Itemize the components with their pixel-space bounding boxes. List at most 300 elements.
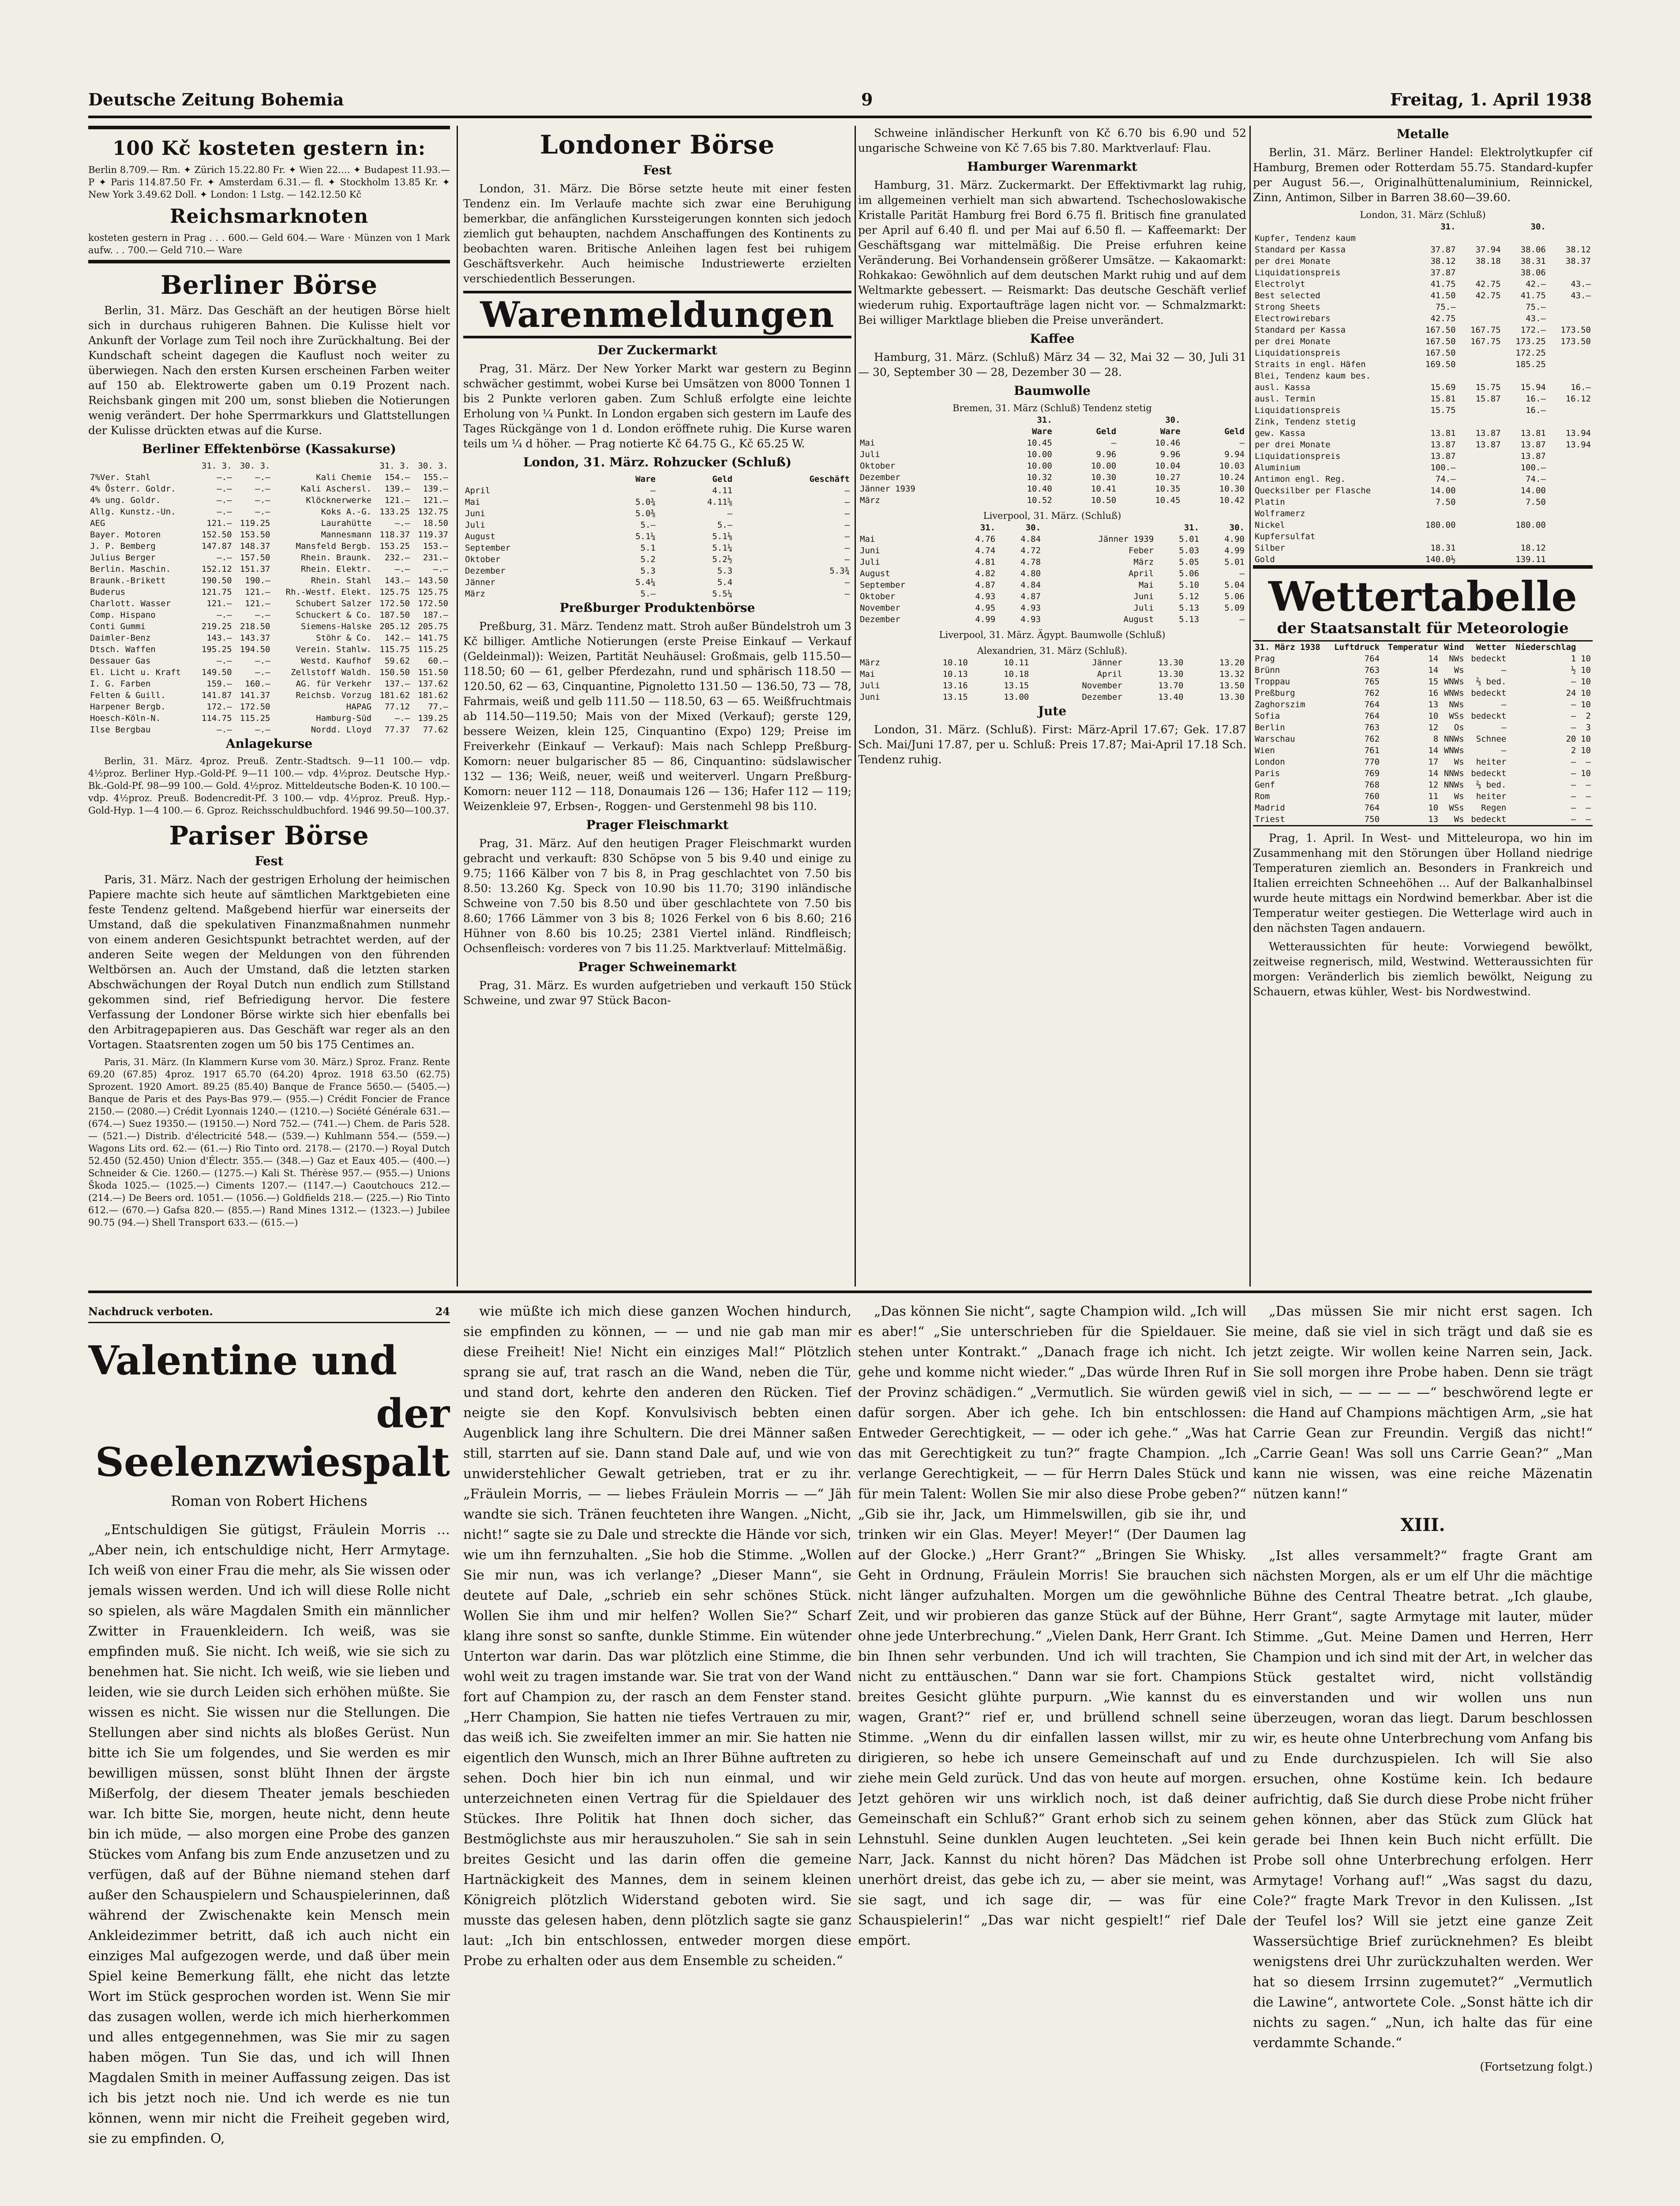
table-cell: 167.50 [1425,337,1456,346]
table-cell: Liquidationspreis [1255,405,1341,415]
section-rule [88,1291,1592,1293]
table-cell: Os [1454,723,1464,732]
table-cell: 13.20 [1219,658,1245,668]
table-cell: Feber [1128,546,1154,555]
weather-row [1253,722,1593,733]
cotton-row [858,449,1246,460]
table-cell: ⅔ bed. [1476,677,1507,687]
kaffee-title: Kaffee [1030,331,1075,346]
table-cell: 30. 3. [418,461,448,471]
table-cell: März [465,589,485,599]
table-cell: 14 [1428,746,1439,755]
table-cell: Mannesmann [321,530,372,540]
table-cell: 137.— [384,679,410,689]
metal-row [1253,462,1593,473]
novel-text-5: „Ist alles versammelt?“ fragte Grant am nächsten Morgen, als er um elf Uhr die mächtige Bühne des Central Theatre betrat. „Ich glaube, Herr Grant“, sagte Armytage mit lauter, müder Stimme. „Gut. Meine Damen und Herren, Herr Champion und ich sind mit der Art, in welcher das Stück gestaltet wird, nicht vollständig einverstanden und wir wollen uns nun überzeugen, woran das liegt. Darum beschlossen wir, es heute ohne Unterbrechung vom Anfang bis zu Ende durchzuspielen. Ich will Sie also ersuchen, ohne Kostüme kein. Ich bedaure aufrichtig, daß Sie durch diese Probe nicht früher gehen können, aber das Stück zum Glück hat gerade bei Ihnen kein Buch nicht erfüllt. Die Probe soll ohne Unterbrechung erfolgen. Herr Armytage! Vorhang auf!“ „Was sagst du dazu, Cole?“ fragte Mark Trevor in den Kulissen. „Ist der Teufel los? Will sie jetzt eine ganze Zeit Wassersüchtige Brief zurücknehmen? Es bleibt wenigstens drei Uhr zurückzuhalten werden. Wer hat so diesem Irrsinn zugemutet?“ „Vermutlich die Lawine“, antwortete Cole. „Sonst hätte ich dir nichts zu sagen.“ „Nun, ich halte das für eine verdammte Schande.“ [1253,1548,1593,2051]
table-cell: Jänner 1939 [1098,534,1154,544]
table-cell: 764 [1364,711,1380,721]
table-cell: 141.87 [201,690,232,700]
finance-column-1 [88,126,450,1287]
table-cell: —.— [394,713,410,723]
paris-exchange-title: Pariser Börse [169,821,369,851]
table-cell: 13.94 [1565,428,1591,438]
table-cell: 7.50 [1435,497,1456,507]
table-cell: Mai [465,497,480,507]
table-cell: 139.11 [1515,555,1546,564]
berlin-exchange-title: Berliner Börse [160,270,378,300]
table-cell: Juli [860,557,880,567]
table-cell: 150.50 [379,668,410,677]
masthead-page-number: 9 [861,89,873,109]
table-cell: 764 [1364,803,1380,813]
zuckermarkt-title: Der Zuckermarkt [597,343,717,357]
table-cell: 172.— [206,702,232,712]
table-cell: Allg. Kunstz.-Un. [90,507,176,517]
schweinemarkt-report: Prag, 31. März. Es wurden aufgetrieben und verkauft 150 Stück Schweine, und zwar 97 Stück Bacon- [463,979,851,1007]
liverpool-title: Liverpool, 31. März. (Schluß) [983,510,1121,521]
table-cell [1548,301,1593,313]
table-cell: 15 [1428,677,1439,687]
table-cell: —.— [255,484,270,494]
table-cell: 187.— [423,610,448,620]
metal-row [1253,347,1593,359]
metal-row [1253,301,1593,313]
table-cell: 4.82 [975,569,996,578]
table-cell: —.— [255,610,270,620]
stock-row [88,598,450,609]
table-cell: 195.25 [201,645,232,654]
table-cell: bedeckt [1471,814,1507,824]
table-cell: 5.13 [1179,603,1200,613]
table-cell: März [860,495,880,505]
table-cell: Standard per Kassa [1255,325,1346,335]
table-cell: Juni [860,546,880,555]
novel-column-4 [1253,1302,1593,2206]
table-cell: 13.87 [1520,440,1546,450]
table-cell: —.— [217,725,232,735]
anleihe-text: Berlin, 31. März. 4proz. Preuß. Zentr.-Stadtsch. 9—11 100.— vdp. 4½proz. Berliner Hyp.-Gold-Pf. 9—11 100.— vdp. 4½proz. Deutsche Hyp.-Bk.-Gold-Pf. 98—99 100.— Gold. 4½proz. Mitteldeutsche Boden-K. 10 100.— vdp. 4½proz. Preuß. Bodencredit-Pf. 3 100.— vdp. 4½proz. Preuß. Hyp.-Gold-Hyp. 1—4 100.— 6. Gproz. Reichsschuldbuchford. 1946 99.50—100.37. [88,756,450,816]
table-cell: 10.41 [1091,484,1117,494]
table-header-cell [858,426,990,437]
table-header-cell [1458,221,1503,233]
metal-row [1253,508,1593,519]
table-header-cell: Geld [712,474,733,484]
table-cell: 38.12 [1565,245,1591,255]
table-cell: 59.62 [384,656,410,666]
table-cell: 137.62 [418,679,448,689]
table-cell: 13.94 [1565,440,1591,450]
table-cell: 10.00 [1027,450,1052,459]
table-cell [1548,313,1593,324]
table-cell: — [1501,700,1507,709]
metal-row [1253,519,1593,531]
table-header-cell [1548,221,1593,233]
table-cell: 30. 3. [240,461,270,471]
table-cell: 152.50 [201,530,232,540]
metal-row [1253,496,1593,508]
table-cell: — [1571,711,1576,721]
table-cell: — [1239,438,1245,448]
table-cell: 10.04 [1155,461,1181,471]
exchange-rates-text: Berlin 8.709.— Rm. ✦ Zürich 15.22.80 Fr. ✦ Wien 22.… ✦ Budapest 11.93.— P ✦ Paris 114.87.50 Fr. ✦ Amsterdam 6.31.— fl. ✦ Stockholm 13.85 Kr. ✦ New York 3.49.62 Doll. ✦ London: 1 Lstg. — 142.12.50 Kč [88,165,450,200]
table-cell: 190.— [245,576,270,585]
table-cell: 153.— [423,541,448,551]
table-cell: 5.01 [1224,557,1245,567]
table-cell: — [1571,757,1576,767]
table-cell: WSs [1449,711,1464,721]
bremen-table [858,414,1246,506]
table-cell: Ilse Bergbau [90,725,151,735]
table-cell: 5.— [717,520,733,530]
table-cell: Standard per Kassa [1255,245,1346,255]
stock-row [88,506,450,518]
table-cell: heiter [1476,792,1507,801]
cotton-row [858,602,1246,614]
table-cell: 14.00 [1430,486,1456,495]
fleischmarkt-title: Prager Fleischmarkt [586,818,729,832]
table-cell: 4.87 [1020,592,1041,601]
table-cell: —.— [217,484,232,494]
table-cell: 14 [1428,654,1439,664]
table-cell: 2 [1586,711,1591,721]
metal-row [1253,382,1593,393]
table-cell: — [844,589,850,599]
cotton-row [858,568,1246,579]
table-cell: — [1239,615,1245,624]
stock-row [88,540,450,552]
table-cell: 18.50 [423,518,448,528]
table-cell: 121.— [245,599,270,608]
table-cell: Dezember [465,566,506,576]
stock-row [88,586,450,598]
table-cell: ausl. Termin [1255,394,1316,404]
table-cell: 18.31 [1430,543,1456,553]
table-cell: Stöhr & Co. [316,633,372,643]
table-cell: Hamburg-Süd [316,713,372,723]
novel-text-2: wie müßte ich mich diese ganzen Wochen hindurch, sie empfinden zu können, — — und nie gab man mir diese Freiheit! Nie! Nicht ein einziges Mal!“ Plötzlich sprang sie auf, trat rasch an die Wand, neben die Tür, und stand dort, kehrte den anderen den Rücken. Tief neigte sie den Kopf. Konvulsivisch bebten einen Augenblick lang ihre Schultern. Die drei Männer saßen still, starrten auf sie. Dann stand Dale auf, und wie von unwiderstehlicher Gewalt getrieben, trat er zu ihr. „Fräulein Morris, — — liebes Fräulein Morris — —“ Jäh wandte sie sich. Tränen feuchteten ihre Wangen. „Nicht, nicht!“ sagte sie zu Dale und streckte die Hände vor sich, wie um ihn fernzuhalten. „Sie hob die Stimme. „Wollen Sie mir nun, was ich verlange? „Dieser Mann“, sie deutete auf Dale, „schrieb ein sehr schönes Stück. Wollen Sie ihm und mir helfen? Wollen Sie?“ Scharf klang ihre sonst so sanfte, dunkle Stimme. Ein wütender Unterton war darin. Das war plötzlich eine Stimme, die wohl weit zu tragen imstande war. Sie trat von der Wand fort auf Champion zu, der rasch an dem Fenster stand. „Herr Champion, Sie hatten nie tiefes Vertrauen zu mir, das weiß ich. Sie zweifelten immer an mir. Sie hatten nie eigentlich den Wunsch, mich an Ihrer Bühne auftreten zu sehen. Doch hier bin ich nun einmal, und wir unterzeichneten einen Vertrag für die Spieldauer des Stückes. Ihre Politik hat Ihnen doch sicher, das Bestmöglichste aus mir herauszuholen.“ Sie sah in sein breites Gesicht und las darin offen die gemeine Hartnäckigkeit des Mannes, dem in seinem kleinen Königreich plötzlich Widerstand geboten wird. Sie musste das gelesen haben, denn plötzlich sagte sie ganz laut: „Ich bin entschlossen, entweder morgen diese Probe zu erhalten oder aus dem Ensemble zu scheiden.“ [463,1304,851,1969]
metal-row [1253,255,1593,267]
table-cell: 10.10 [942,658,968,668]
table-cell: Prag [1255,654,1275,664]
table-cell: 172.50 [240,702,270,712]
table-cell: 4.72 [1020,546,1041,555]
stock-row [88,713,450,724]
table-cell: Rhein. Stahl [311,576,372,585]
table-cell: WNWs [1444,677,1464,687]
table-cell: 41.75 [1520,291,1546,300]
table-cell: 763 [1364,723,1380,732]
table-cell: 13.81 [1520,428,1546,438]
table-cell: 4.84 [1020,580,1041,590]
metal-row [1253,439,1593,450]
table-cell: NWs [1449,654,1464,664]
table-cell: NWs [1449,700,1464,709]
table-cell: 4.76 [975,534,996,544]
table-cell: Wolframerz [1255,509,1305,518]
table-cell: April [1128,569,1154,578]
metal-row [1253,324,1593,336]
table-cell: Schuckert & Co. [296,610,372,620]
table-cell: 8 [1433,734,1439,744]
metal-row [1253,244,1593,255]
table-cell: 15.94 [1520,383,1546,392]
table-cell: —.— [255,725,270,735]
table-cell [1548,416,1593,428]
weather-row [1253,664,1593,676]
table-cell: Madrid [1255,803,1285,813]
table-cell: London [1255,757,1285,767]
table-header-cell: Ware [1032,427,1052,436]
table-cell: 13.00 [1004,692,1029,702]
table-cell [1548,508,1593,519]
table-cell: 5.01 [1179,534,1200,544]
table-cell: AEG [90,518,105,528]
table-header-cell [1253,221,1412,233]
table-cell: 10.27 [1155,473,1181,482]
weather-table-subtitle: der Staatsanstalt für Meteorologie [1277,619,1569,637]
table-cell: 143.50 [418,576,448,585]
table-cell: Juli [1133,603,1154,613]
table-cell: 10 [1428,803,1439,813]
novel-author: Roman von Robert Hichens [171,1493,368,1509]
table-cell: Jänner 1939 [860,484,915,494]
table-cell: Straits in engl. Häfen [1255,360,1366,369]
table-cell: 16.12 [1565,394,1591,404]
table-cell: Antimon engl. Reg. [1255,474,1346,484]
table-cell: 75.— [1526,302,1546,312]
table-cell: 13.15 [942,692,968,702]
london-metal-table [1253,221,1593,565]
table-cell: Juni [465,509,485,518]
novel-text-3: „Das können Sie nicht“, sagte Champion wild. „Ich will es aber!“ „Sie unterschrieben für die Spieldauer. Sie stehen unter Kontrakt.“ „Danach frage ich nicht. Ich gehe und komme nicht wieder.“ „Das würde Ihren Ruf in der Provinz schädigen.“ „Vermutlich. Sie würden gewiß dafür sorgen. Aber ich gehe. Ich bin entschlossen: Entweder Gerechtigkeit, — — oder ich gehe.“ „Was hat das mit Gerechtigkeit zu tun?“ fragte Champion. „Ich verlange Gerechtigkeit, — — für Herrn Dales Stück und für mein Talent: Wollen Sie mir also diese Probe geben?“ „Gib sie ihr, Jack, um Himmelswillen, gib sie ihr, und trinken wir ein Glas. Meyer! Meyer!“ (Der Daumen lag auf der Glocke.) „Herr Grant?“ „Bringen Sie Whisky. Geht in Ordnung, Fräulein Morris! Sie brauchen sich nicht länger aufzuhalten. Morgen um die gewöhnliche Zeit, und wir probieren das ganze Stück auf der Bühne, ohne jede Unterbrechung.“ „Vielen Dank, Herr Grant. Ich bin Ihnen sehr verbunden. Und ich will trachten, Sie nicht zu enttäuschen.“ Dann war sie fort. Champions breites Gesicht glühte purpurn. „Wie kannst du es wagen, Grant?“ rief er, und brüllend schnell seine Stimme. „Wenn du dir einfallen lassen willst, mir zu dirigieren, so hebe ich unsere Gemeinschaft auf und ziehe mein Geld zurück. Und das von heute auf morgen. Jetzt gehören wir uns wirklich noch, ist daß deiner Gemeinschaft ein Schluß?“ Grant erhob sich zu seinem Lehnstuhl. Seine dunklen Augen leuchteten. „Sei kein Narr, Jack. Kannst du nicht hören? Das Mädchen ist unerhört dreist, das gebe ich zu, — aber sie meint, was sie sagt, und ich sage dir, — was für eine Schauspielerin!“ „Das war nicht gespielt!“ rief Dale empört. [858,1304,1246,1948]
table-cell: 10.35 [1155,484,1181,494]
table-cell: 5.— [640,520,656,530]
table-cell: 4% ung. Goldr. [90,495,161,505]
table-cell: 13.30 [1219,692,1245,702]
table-cell: 42.— [1526,279,1546,289]
table-cell: —.— [433,564,448,574]
paris-quotes: Paris, 31. März. (In Klammern Kurse vom 30. März.) Sproz. Franz. Rente 69.20 (67.85) 4proz. 1917 65.70 (64.20) 4proz. 1918 63.50 (62.75) Sprozent. 1920 Amort. 89.25 (85.40) Banque de France 5650.— (5405.—) Banque de Paris et des Pays-Bas 979.— (955.—) Crédit Foncier de France 2150.— (2080.—) Crédit Lyonnais 1240.— (1210.—) Société Générale 631.— (674.—) Suez 19350.— (19150.—) Nord 752.— (741.—) Chem. de Paris 528.— (521.—) Distrib. d'électricité 548.— (539.—) Kuhlmann 554.— (559.—) Wagons Lits ord. 62.— (61.—) Rio Tinto ord. 2178.— (2170.—) Royal Dutch 52.450 (52.450) Union d'Électr. 355.— (348.—) Gaz et Eaux 405.— (400.—) Schneider & Cie. 1260.— (1275.—) Kali St. Thérèse 957.— (955.—) Unions Škoda 1025.— (1025.—) Ciments 1207.— (1147.—) Caoutchoucs 212.— (214.—) De Beers ord. 1051.— (1056.—) Goldfields 218.— (225.—) Rio Tinto 612.— (670.—) Gafsa 820.— (855.—) Rand Mines 1312.— (1323.—) Jubilee 90.75 (94.—) Shell Transport 633.— (615.—) [88,1057,450,1228]
table-cell: 16.— [1526,394,1546,404]
weather-table-title: Wettertabelle [1253,565,1593,621]
table-cell: 20 [1566,734,1576,744]
table-cell: 4.78 [1020,557,1041,567]
table-cell: 218.50 [240,622,270,631]
table-cell: 7.50 [1526,497,1546,507]
table-cell: 18.12 [1520,543,1546,553]
cotton-row [858,460,1246,472]
table-cell: 74.— [1526,474,1546,484]
table-cell: 125.75 [418,587,448,597]
table-cell: per drei Monate [1255,440,1331,450]
table-cell [1412,370,1457,382]
table-cell: Strong Sheets [1255,302,1320,312]
table-cell: 4.93 [975,592,996,601]
weather-forecast: Wetteraussichten für heute: Vorwiegend bewölkt, zeitweise regnerisch, mild, Westwind. Wetteraussichten für morgen: Veränderlich bis ziemlich bewölkt, Neigung zu Schauern, etwas kühler, West- bis Nordwestwind. [1253,940,1593,998]
table-cell [1458,347,1503,359]
novel-text-1: „Entschuldigen Sie gütigst, Fräulein Morris … „Aber nein, ich entschuldige nicht, Herr Armytage. Ich weiß von einer Frau die mehr, als Sie wissen oder jemals wissen werden. Und ich will diese Rolle nicht so spielen, als wäre Magdalen Smith ein männlicher Zwitter in Frauenkleidern. Ich weiß, was sie empfinden muß. Sie nicht. Ich weiß, wie sie sich zu benehmen hat. Sie nicht. Ich weiß, wie sie lieben und leiden, wie sie durch Leiden sich erhöhen müßte. Sie wissen es nicht. Sie wissen nur die Stellungen. Die Stellungen aber sind nichts als bloßes Gerüst. Nun bitte ich Sie um folgendes, und Sie werden es mir bewilligen müssen, sonst blüht Ihnen der ärgste Mißerfolg, der diesem Theater jemals beschieden war. Ich bitte Sie, morgen, heute nicht, denn heute bin ich müde, — also morgen eine Probe des ganzen Stückes vom Anfang bis zum Ende anzusetzen und zu verfügen, daß auf der Bühne niemand stehen darf außer den Schauspielern und Schauspielerinnen, daß während der Zwischenakte kein Mensch mein Ankleidezimmer betritt, daß ich auch nicht ein einziges Mal aufgezogen werde, und daß über mein Spiel keine Bemerkung fällt, ehe nicht das letzte Wort im Stück gesprochen worden ist. Wenn Sie mir das zusagen wollen, werde ich mich hierherkommen und alles entgegennehmen, was Sie mir zu sagen haben mögen. Tun Sie das, und ich will Ihnen Magdalen Smith in meiner Auffassung zeigen. Das ist ich bis jetzt noch nie. Und ich werde es nie tun können, wenn mir nicht die Freiheit gegeben wird, sie zu empfinden. O, [88,1522,450,2146]
table-cell: 100.— [1520,463,1546,473]
table-cell: 190.50 [201,576,232,585]
table-cell: 172.25 [1515,348,1546,358]
table-cell: 100.— [1430,463,1456,473]
sugar-row [463,496,851,508]
table-cell: —.— [217,610,232,620]
table-cell: Liquidationspreis [1255,268,1341,278]
cotton-row [858,691,1246,703]
table-cell: 173.25 [1515,337,1546,346]
table-cell: 13.87 [1475,428,1501,438]
table-cell: 10.30 [1091,473,1117,482]
table-header-cell: 30. [1165,415,1181,425]
cotton-row [858,614,1246,625]
table-cell: Bayer. Motoren [90,530,161,540]
table-cell: April [465,486,491,495]
table-cell: 43.— [1526,314,1546,323]
hamburg-market-report: Hamburg, 31. März. Zuckermarkt. Der Effektivmarkt lag ruhig, im allgemeinen verhielt man sich abwartend. Tschechoslowakische Kristalle Parität Hamburg frei Bord 6.75 fl. Britisch fine granulated per April auf 6.40 fl. und per Mai auf 6.50 fl. — Kaffeemarkt: Der Geschäftsgang war mittelmäßig. Die Preise erfuhren keine Veränderung. Bei Vorhandensein größerer Umsätze. — Kakaomarkt: Rohkakao: Gewöhnlich auf dem deutschen Markt ruhig und auf dem Weltmarkte gebessert. — Reismarkt: Das deutsche Geschäft verlief wiederum ruhig. Exportaufträge lagen nicht vor. — Schmalzmarkt: Bei williger Marktlage blieben die Preise unverändert. [858,179,1246,326]
hamburg-market-title: Hamburger Warenmarkt [967,159,1137,174]
table-cell: — [1571,700,1576,709]
table-cell [1458,542,1503,554]
table-cell: Dezember [1082,692,1122,702]
table-cell: Ws [1454,757,1464,767]
table-cell [1503,531,1548,542]
table-cell: — [727,509,733,518]
table-cell: 10 [1581,665,1591,675]
table-cell: 10 [1581,688,1591,698]
table-cell: 232.— [384,553,410,563]
table-header-cell [1054,414,1118,426]
table-cell: 77.— [428,702,448,712]
table-cell: 181.62 [379,690,410,700]
table-cell: 139.— [384,484,410,494]
table-cell: Liquidationspreis [1255,451,1341,461]
table-cell: 10.11 [1004,658,1029,668]
table-cell: 7%Ver. Stahl [90,473,151,482]
stock-row [88,609,450,621]
table-cell: 37.87 [1430,245,1456,255]
table-cell: Schnee [1476,734,1507,744]
table-cell: Rom [1255,792,1270,801]
table-cell: Berlin [1255,723,1285,732]
table-cell: 172.50 [418,599,448,608]
table-cell: 151.37 [240,564,270,574]
table-cell [1458,267,1503,278]
table-cell: 119.25 [240,518,270,528]
table-cell: 10 [1581,746,1591,755]
table-cell: 769 [1364,769,1380,778]
london-sugar-title: London, 31. März. Rohzucker (Schluß) [523,455,792,469]
table-cell: 4.11⅝ [707,497,733,507]
table-cell [1548,554,1593,565]
table-cell: 10 [1581,769,1591,778]
table-cell: 4.74 [975,546,996,555]
table-cell: März [860,658,880,668]
table-cell: — [1571,723,1576,732]
weather-row [1253,745,1593,756]
table-cell: 74.— [1435,474,1456,484]
table-cell: — [1501,665,1507,675]
table-cell: 4.93 [1020,603,1041,613]
table-cell: 172.50 [379,599,410,608]
table-cell: 4.95 [975,603,996,613]
table-cell: — [844,555,850,564]
pressburg-title: Preßburger Produktenbörse [559,600,755,615]
table-cell: 139.25 [418,713,448,723]
novel-column-1 [88,1302,450,2206]
table-cell: 38.18 [1475,256,1501,266]
table-cell: 154.— [384,473,410,482]
table-cell: 13 [1428,814,1439,824]
table-cell: Dezember [860,473,900,482]
table-cell: — [1586,803,1591,813]
table-cell: 142.— [384,633,410,643]
table-cell: — [1571,803,1576,813]
table-header-cell: 30. [1025,523,1041,533]
finance-column-2 [463,126,851,1287]
table-cell: 187.50 [379,610,410,620]
table-cell: El. Licht u. Kraft [90,668,181,677]
table-cell: 139.— [423,484,448,494]
table-cell: per drei Monate [1255,256,1331,266]
table-cell: —.— [255,507,270,517]
table-cell: Dessauer Gas [90,656,151,666]
table-cell: September [465,543,510,553]
table-cell: 38.31 [1520,256,1546,266]
table-cell: 141.75 [418,633,448,643]
table-cell: 10 [1428,711,1439,721]
table-cell: 5.3 [717,566,733,576]
weather-row [1253,733,1593,745]
table-cell: 13.87 [1430,451,1456,461]
table-cell: Juli [465,520,485,530]
table-cell: ½ [1571,665,1576,675]
table-cell [1458,485,1503,496]
table-cell: Troppau [1255,677,1290,687]
berlin-exchange-report: Berlin, 31. März. Das Geschäft an der heutigen Börse hielt sich in durchaus ruhigeren Bahnen. Die Kulisse hielt vor Ankunft der Vorlage zum Teil noch ihre Zurückhaltung. Bei der Kundschaft scheint dagegen die Kauflust noch weiter zu überwiegen. Nach den ersten Kursen erscheinen Farben weiter auf 150 ab. Elektrowerte gaben um 0.19 Prozent nach. Reichsbank gingen mit 200 um, sonst blieben die Notierungen wenig verändert. Der hohe Sperrmarkkurs und Glattstellungen der Kulisse drückten etwas auf die Kurse. [88,304,450,437]
table-header-cell: Geld [1224,427,1245,436]
table-cell: 13.30 [1158,658,1184,668]
aegypt-title: Liverpool, 31. März. Ägypt. Baumwolle (Schluß) [939,630,1166,640]
weather-row [1253,687,1593,699]
table-cell: 5.09 [1224,603,1245,613]
weather-row [1253,676,1593,687]
table-cell: 9.94 [1224,450,1245,459]
table-cell: 14.00 [1520,486,1546,495]
table-cell: bedeckt [1471,711,1507,721]
table-cell: Kali Chemie [316,473,372,482]
table-cell: 10.00 [1091,461,1117,471]
table-cell: Ws [1454,792,1464,801]
table-cell: Rhein. Braunk. [300,553,372,563]
table-cell: 205.75 [418,622,448,631]
table-cell: 180.00 [1515,520,1546,530]
table-cell: 5.3¾ [829,566,850,576]
table-header-cell: 31. [1440,222,1456,232]
table-cell: — [844,578,850,587]
table-cell: Blei, Tendenz kaum bes. [1255,371,1371,381]
table-cell: 5.1¼ [635,532,656,541]
table-cell: 13.87 [1475,440,1501,450]
chapter-number: XIII. [1400,1515,1445,1535]
table-cell: Regen [1481,803,1507,813]
stock-row [88,678,450,690]
metal-row [1253,416,1593,428]
table-cell: Electrowirebars [1255,314,1331,323]
table-cell: — [1571,792,1576,801]
table-cell: 12 [1428,723,1439,732]
table-cell: Dezember [860,615,900,624]
